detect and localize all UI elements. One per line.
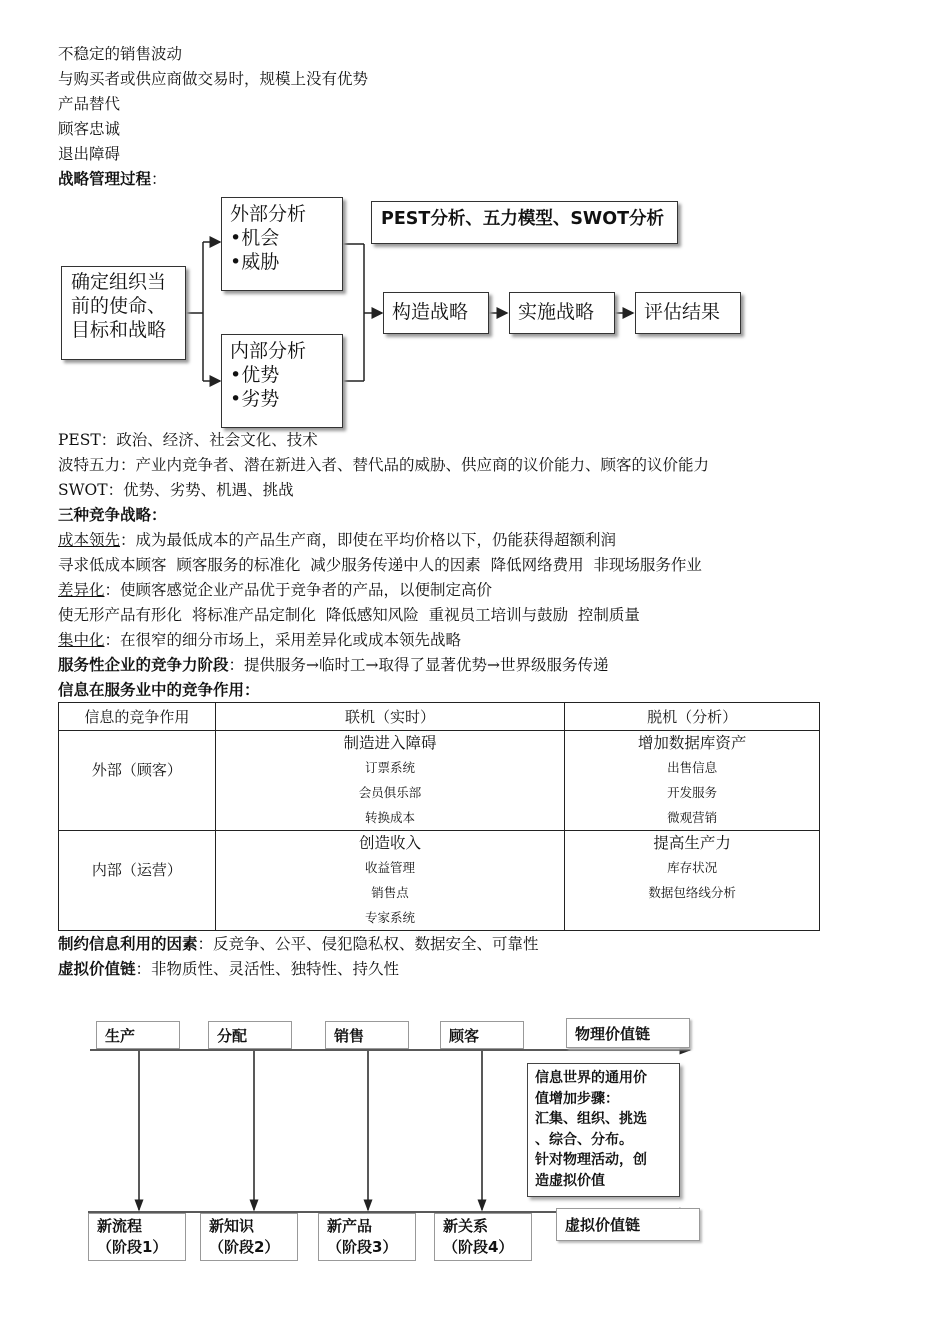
virtual-chain-text: ：非物质性、灵活性、独特性、持久性: [135, 960, 400, 978]
external-item: •威胁: [230, 251, 280, 273]
current-line: 前的使命、: [71, 295, 167, 317]
cell-title: 提高生产力: [653, 834, 731, 852]
diff-methods-line: 使无形产品有形化 将标准产品定制化 降低感知风险 重视员工培训与鼓励 控制质量: [58, 606, 640, 624]
physical-stage-distribution: 分配: [208, 1021, 292, 1049]
physical-stage-customer: 顾客: [440, 1021, 524, 1049]
cell-item: 开发服务: [667, 785, 718, 800]
header-cell: 脱机（分析）: [565, 703, 820, 731]
physical-stage-production: 生产: [96, 1021, 180, 1049]
row-label: 内部（运营）: [59, 831, 216, 931]
virtual-stage-2: [200, 1213, 298, 1261]
cell-item: 微观营销: [667, 810, 718, 825]
virtual-stage-title: 新知识: [209, 1217, 255, 1235]
cell-item: 数据包络线分析: [648, 885, 736, 900]
construct-strategy-box: 构造战略: [383, 292, 489, 334]
pest-definition: PEST：政治、经济、社会文化、技术: [58, 431, 318, 449]
header-cell: 联机（实时）: [215, 703, 565, 731]
note-line: 、综合、分布。: [535, 1131, 633, 1148]
row-label: 外部（顾客）: [59, 731, 216, 831]
text-line: 退出障碍: [58, 145, 121, 163]
strategy-heading: 战略管理过程: [58, 169, 152, 188]
note-line: 针对物理活动，创: [535, 1152, 647, 1168]
swot-definition: SWOT：优势、劣势、机遇、挑战: [58, 481, 294, 499]
cost-leadership-desc: ：成为最低成本的产品生产商，即使在平均价格以下，仍能获得超额利润: [120, 531, 617, 549]
internal-item: •优势: [230, 364, 280, 386]
cell-item: 会员俱乐部: [358, 785, 422, 800]
virtual-chain-label: 虚拟价值链: [58, 959, 136, 978]
cell-item: 收益管理: [365, 860, 416, 875]
internal-title: 内部分析: [230, 340, 307, 362]
cell-title: 制造进入障碍: [343, 734, 437, 752]
note-line: 造虚拟价值: [535, 1172, 605, 1189]
service-stage-label: 服务性企业的竞争力阶段: [58, 655, 229, 674]
text-line: 与购买者或供应商做交易时，规模上没有优势: [58, 70, 369, 88]
header-cell: 信息的竞争作用: [59, 703, 216, 731]
cell-item: 订票系统: [365, 760, 416, 775]
virtual-chain-box: 虚拟价值链: [556, 1208, 700, 1241]
virtual-stage-phase: （阶段1）: [97, 1238, 168, 1256]
internal-item: •劣势: [230, 388, 280, 410]
implement-strategy-box: 实施战略: [509, 292, 615, 334]
cell-title: 增加数据库资产: [637, 734, 747, 752]
note-line: 汇集、组织、挑选: [535, 1111, 647, 1127]
note-line: 信息世界的通用价: [535, 1070, 647, 1086]
cell-item: 出售信息: [667, 760, 718, 775]
heading-colon: ：: [151, 170, 167, 188]
text-line: 顾客忠诚: [58, 120, 121, 138]
virtual-stage-title: 新产品: [327, 1217, 373, 1235]
virtual-stage-phase: （阶段4）: [443, 1238, 514, 1256]
analysis-tools-box: PEST分析、五力模型、SWOT分析: [371, 201, 678, 244]
note-line: 值增加步骤：: [535, 1090, 619, 1107]
virtual-stage-phase: （阶段3）: [327, 1238, 398, 1256]
virtual-stage-title: 新流程: [97, 1217, 143, 1235]
value-add-note: [527, 1063, 680, 1197]
constraints-text: ：反竞争、公平、侵犯隐私权、数据安全、可靠性: [197, 935, 539, 953]
virtual-stage-4: [434, 1213, 532, 1261]
current-line: 目标和战略: [71, 319, 167, 341]
cell-title: 创造收入: [359, 834, 422, 852]
focus-term: 集中化: [58, 631, 105, 649]
differentiation-desc: ：使顾客感觉企业产品优于竞争者的产品，以便制定高价: [104, 581, 493, 599]
cell-item: 专家系统: [365, 910, 416, 925]
cell-item: 转换成本: [365, 810, 416, 825]
cell-item: 销售点: [371, 885, 409, 900]
text-line: 产品替代: [58, 95, 121, 113]
cost-methods-line: 寻求低成本顾客 顾客服务的标准化 减少服务传递中人的因素 降低网络费用 非现场服务作业: [58, 556, 702, 574]
external-item: •机会: [230, 227, 280, 249]
current-line: 确定组织当: [71, 271, 167, 293]
virtual-stage-3: [318, 1213, 416, 1261]
virtual-stage-title: 新关系: [443, 1217, 489, 1235]
three-strategies-heading: 三种竞争战略：: [58, 505, 167, 524]
virtual-stage-1: [88, 1213, 186, 1261]
cell-item: 库存状况: [667, 860, 718, 875]
cost-leadership-term: 成本领先: [58, 531, 121, 549]
porter-definition: 波特五力：产业内竞争者、潜在新进入者、替代品的威胁、供应商的议价能力、顾客的议价能力: [58, 456, 710, 474]
info-heading: 信息在服务业中的竞争作用：: [58, 680, 260, 699]
external-title: 外部分析: [230, 203, 307, 225]
physical-stage-sales: 销售: [325, 1021, 409, 1049]
focus-desc: ：在很窄的细分市场上，采用差异化或成本领先战略: [104, 631, 462, 649]
constraints-label: 制约信息利用的因素: [58, 934, 198, 953]
virtual-stage-phase: （阶段2）: [209, 1238, 280, 1256]
service-stage-text: ：提供服务→临时工→取得了显著优势→世界级服务传递: [228, 656, 609, 674]
evaluate-result-box: 评估结果: [635, 292, 741, 334]
physical-chain-label: 物理价值链: [566, 1018, 690, 1048]
differentiation-term: 差异化: [58, 581, 105, 599]
text-line: 不稳定的销售波动: [58, 45, 183, 63]
